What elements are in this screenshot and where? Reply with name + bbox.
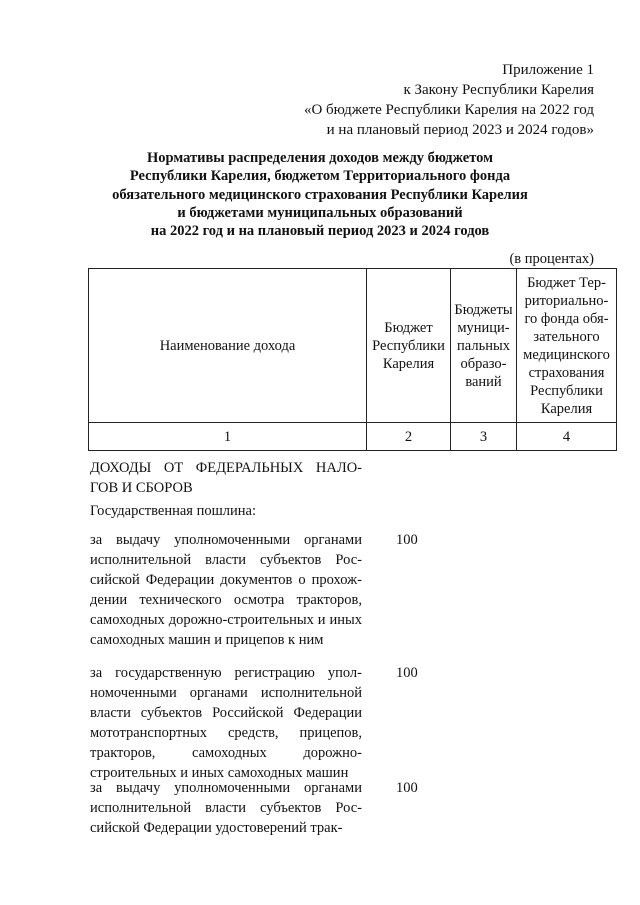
appendix-line: «О бюджете Республики Карелия на 2022 год xyxy=(303,102,594,118)
header-text-line: Бюджет Тер- xyxy=(527,274,606,291)
header-text-line: Бюджет xyxy=(384,319,433,336)
table-row-name: за выдачу уполномоченными органами исполнительной власти субъектов Рос-сийской Федерации документов о прохож-дении технического осмотра тракторов, самоходных дорожно-строительных и иных самоходных машин и прицепов к ним xyxy=(90,532,362,648)
column-number: 3 xyxy=(451,423,517,451)
header-row xyxy=(89,269,617,423)
appendix-line: Приложение 1 xyxy=(502,62,594,78)
header-text-line: медицинского xyxy=(523,346,610,363)
title-line: обязательного медицинского страхования Республики Карелия xyxy=(112,186,528,203)
appendix-header xyxy=(240,60,594,140)
table-row-name: за государственную регистрацию упол-номоченными органами исполнительной власти субъектов Российской Федерации мототранспортных средств, прицепов, тракторов, самоходных дорожно-строительных и иных самоходных машин xyxy=(90,665,362,781)
header-text-line: пальных xyxy=(457,337,510,354)
header-text-line: зательного xyxy=(533,328,600,345)
table-row-value: 100 xyxy=(396,780,418,796)
column-number: 1 xyxy=(89,423,367,451)
header-text-line: риториально- xyxy=(524,292,609,309)
header-text-line: го фонда обя- xyxy=(524,310,609,327)
header-text-line: Республики xyxy=(372,337,445,354)
units-note: (в процентах) xyxy=(509,251,594,267)
column-number: 4 xyxy=(517,423,617,451)
column-number-row xyxy=(89,423,617,451)
column-number: 2 xyxy=(367,423,451,451)
table-row-value: 100 xyxy=(396,665,418,681)
document-title xyxy=(70,149,570,240)
table-row-name: за выдачу уполномоченными органами исполнительной власти субъектов Рос-сийской Федерации удостоверений трак- xyxy=(90,780,362,836)
table-row-value: 100 xyxy=(396,532,418,548)
title-line: Республики Карелия, бюджетом Территориального фонда xyxy=(129,168,511,185)
appendix-line: к Закону Республики Карелия xyxy=(403,82,594,98)
subsection-heading: Государственная пошлина: xyxy=(90,503,256,519)
header-text-line: Республики xyxy=(530,382,603,399)
header-text-line: ваний xyxy=(465,373,502,390)
header-text-line: Карелия xyxy=(540,400,593,417)
header-table xyxy=(88,268,617,451)
header-text-line: муници- xyxy=(457,319,510,336)
header-income-name: Наименование дохода xyxy=(89,269,367,423)
header-municipal-budgets xyxy=(451,269,517,423)
table-header xyxy=(88,268,616,450)
title-line: Нормативы распределения доходов между бюджетом xyxy=(146,150,494,166)
header-text-line: Бюджеты xyxy=(454,301,513,318)
section-heading: ДОХОДЫ ОТ ФЕДЕРАЛЬНЫХ НАЛО-ГОВ И СБОРОВ xyxy=(90,460,362,496)
header-medical-fund xyxy=(517,269,617,423)
appendix-line: и на плановый период 2023 и 2024 годов» xyxy=(326,122,594,138)
title-line: и бюджетами муниципальных образований xyxy=(177,204,463,221)
header-budget-karelia xyxy=(367,269,451,423)
header-text-line: Карелия xyxy=(382,355,435,372)
header-text-line: страхования xyxy=(528,364,605,381)
header-text-line: образо- xyxy=(460,355,507,372)
title-line: на 2022 год и на плановый период 2023 и 2024 годов xyxy=(150,223,490,240)
